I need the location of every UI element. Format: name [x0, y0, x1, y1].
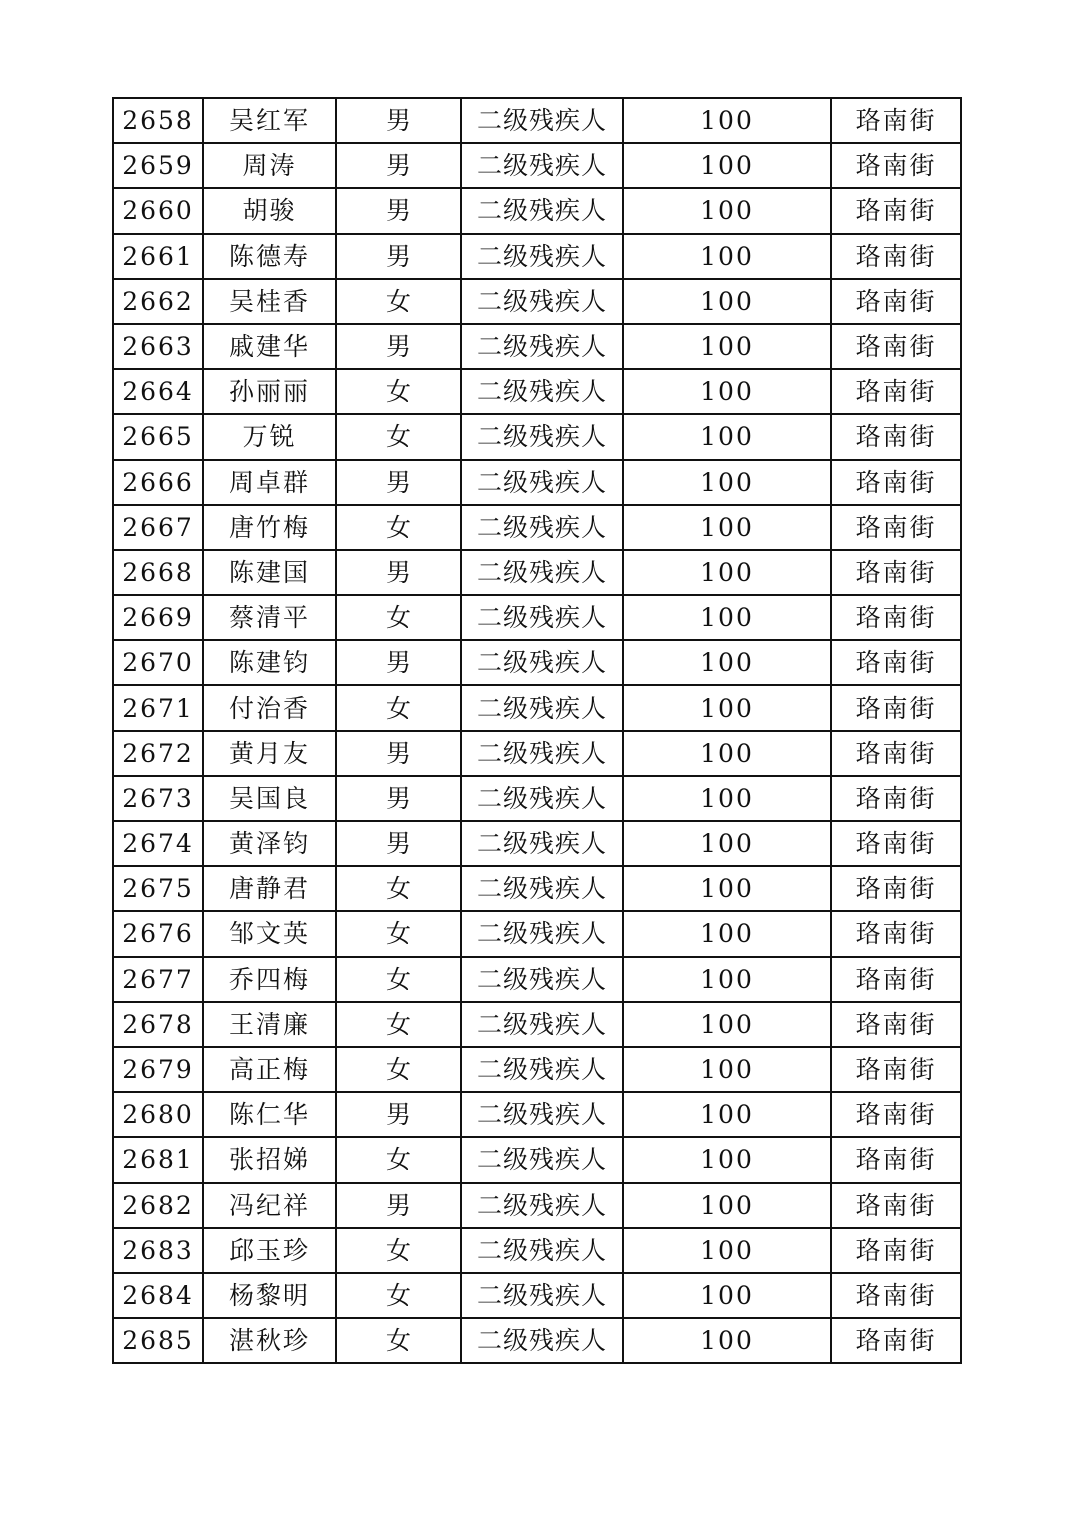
row-number-cell: 2680: [113, 1092, 203, 1137]
disability-level-cell: 二级残疾人: [461, 957, 623, 1002]
name-cell: 陈德寿: [203, 234, 336, 279]
name-cell: 付治香: [203, 685, 336, 730]
row-number-cell: 2663: [113, 324, 203, 369]
amount-cell: 100: [623, 188, 831, 233]
gender-cell: 男: [336, 98, 461, 143]
gender-cell: 男: [336, 731, 461, 776]
street-cell: 珞南街: [831, 505, 961, 550]
street-cell: 珞南街: [831, 1137, 961, 1182]
name-cell: 陈建国: [203, 550, 336, 595]
street-cell: 珞南街: [831, 1092, 961, 1137]
table-row: [113, 685, 961, 730]
amount-cell: 100: [623, 1228, 831, 1273]
name-cell: 黄泽钧: [203, 821, 336, 866]
street-cell: 珞南街: [831, 550, 961, 595]
amount-cell: 100: [623, 143, 831, 188]
disability-level-cell: 二级残疾人: [461, 550, 623, 595]
table-row: [113, 98, 961, 143]
amount-cell: 100: [623, 640, 831, 685]
disability-level-cell: 二级残疾人: [461, 234, 623, 279]
street-cell: 珞南街: [831, 821, 961, 866]
disability-level-cell: 二级残疾人: [461, 1137, 623, 1182]
row-number-cell: 2684: [113, 1273, 203, 1318]
row-number-cell: 2679: [113, 1047, 203, 1092]
name-cell: 高正梅: [203, 1047, 336, 1092]
row-number-cell: 2678: [113, 1002, 203, 1047]
amount-cell: 100: [623, 460, 831, 505]
row-number-cell: 2666: [113, 460, 203, 505]
amount-cell: 100: [623, 1183, 831, 1228]
amount-cell: 100: [623, 866, 831, 911]
name-cell: 蔡清平: [203, 595, 336, 640]
amount-cell: 100: [623, 731, 831, 776]
table-row: [113, 1092, 961, 1137]
name-cell: 吴桂香: [203, 279, 336, 324]
name-cell: 王清廉: [203, 1002, 336, 1047]
table-row: [113, 776, 961, 821]
table-row: [113, 414, 961, 459]
amount-cell: 100: [623, 1092, 831, 1137]
disability-level-cell: 二级残疾人: [461, 821, 623, 866]
amount-cell: 100: [623, 414, 831, 459]
street-cell: 珞南街: [831, 731, 961, 776]
street-cell: 珞南街: [831, 279, 961, 324]
gender-cell: 女: [336, 685, 461, 730]
disability-level-cell: 二级残疾人: [461, 1002, 623, 1047]
name-cell: 杨黎明: [203, 1273, 336, 1318]
gender-cell: 男: [336, 460, 461, 505]
gender-cell: 男: [336, 143, 461, 188]
street-cell: 珞南街: [831, 414, 961, 459]
amount-cell: 100: [623, 234, 831, 279]
table-row: [113, 731, 961, 776]
gender-cell: 女: [336, 505, 461, 550]
gender-cell: 女: [336, 957, 461, 1002]
name-cell: 陈仁华: [203, 1092, 336, 1137]
name-cell: 胡骏: [203, 188, 336, 233]
name-cell: 陈建钧: [203, 640, 336, 685]
street-cell: 珞南街: [831, 1273, 961, 1318]
street-cell: 珞南街: [831, 460, 961, 505]
name-cell: 邱玉珍: [203, 1228, 336, 1273]
disability-level-cell: 二级残疾人: [461, 911, 623, 956]
gender-cell: 女: [336, 369, 461, 414]
table-row: [113, 188, 961, 233]
row-number-cell: 2673: [113, 776, 203, 821]
table-row: [113, 957, 961, 1002]
disability-level-cell: 二级残疾人: [461, 188, 623, 233]
table-row: [113, 1002, 961, 1047]
name-cell: 吴红军: [203, 98, 336, 143]
amount-cell: 100: [623, 1137, 831, 1182]
row-number-cell: 2674: [113, 821, 203, 866]
amount-cell: 100: [623, 1002, 831, 1047]
street-cell: 珞南街: [831, 957, 961, 1002]
name-cell: 孙丽丽: [203, 369, 336, 414]
row-number-cell: 2661: [113, 234, 203, 279]
disability-level-cell: 二级残疾人: [461, 595, 623, 640]
gender-cell: 男: [336, 234, 461, 279]
amount-cell: 100: [623, 279, 831, 324]
street-cell: 珞南街: [831, 143, 961, 188]
row-number-cell: 2668: [113, 550, 203, 595]
disability-level-cell: 二级残疾人: [461, 324, 623, 369]
row-number-cell: 2682: [113, 1183, 203, 1228]
disability-level-cell: 二级残疾人: [461, 685, 623, 730]
disability-level-cell: 二级残疾人: [461, 866, 623, 911]
name-cell: 黄月友: [203, 731, 336, 776]
gender-cell: 女: [336, 595, 461, 640]
street-cell: 珞南街: [831, 1318, 961, 1363]
row-number-cell: 2681: [113, 1137, 203, 1182]
name-cell: 戚建华: [203, 324, 336, 369]
disability-level-cell: 二级残疾人: [461, 776, 623, 821]
table-row: [113, 866, 961, 911]
gender-cell: 男: [336, 640, 461, 685]
street-cell: 珞南街: [831, 911, 961, 956]
disability-level-cell: 二级残疾人: [461, 1318, 623, 1363]
disability-level-cell: 二级残疾人: [461, 143, 623, 188]
street-cell: 珞南街: [831, 1002, 961, 1047]
gender-cell: 男: [336, 188, 461, 233]
table-row: [113, 911, 961, 956]
table-row: [113, 1047, 961, 1092]
disability-level-cell: 二级残疾人: [461, 414, 623, 459]
street-cell: 珞南街: [831, 1228, 961, 1273]
street-cell: 珞南街: [831, 776, 961, 821]
name-cell: 唐竹梅: [203, 505, 336, 550]
amount-cell: 100: [623, 98, 831, 143]
amount-cell: 100: [623, 550, 831, 595]
table-row: [113, 595, 961, 640]
table-row: [113, 1228, 961, 1273]
table-row: [113, 460, 961, 505]
name-cell: 冯纪祥: [203, 1183, 336, 1228]
roster-table: [112, 97, 962, 1364]
gender-cell: 女: [336, 1228, 461, 1273]
name-cell: 吴国良: [203, 776, 336, 821]
street-cell: 珞南街: [831, 866, 961, 911]
row-number-cell: 2665: [113, 414, 203, 459]
gender-cell: 男: [336, 776, 461, 821]
table-row: [113, 1183, 961, 1228]
table-row: [113, 505, 961, 550]
table-row: [113, 369, 961, 414]
name-cell: 邹文英: [203, 911, 336, 956]
street-cell: 珞南街: [831, 324, 961, 369]
amount-cell: 100: [623, 324, 831, 369]
amount-cell: 100: [623, 369, 831, 414]
street-cell: 珞南街: [831, 685, 961, 730]
disability-level-cell: 二级残疾人: [461, 460, 623, 505]
name-cell: 周涛: [203, 143, 336, 188]
amount-cell: 100: [623, 776, 831, 821]
name-cell: 万锐: [203, 414, 336, 459]
gender-cell: 女: [336, 414, 461, 459]
amount-cell: 100: [623, 911, 831, 956]
street-cell: 珞南街: [831, 1047, 961, 1092]
row-number-cell: 2677: [113, 957, 203, 1002]
gender-cell: 男: [336, 1092, 461, 1137]
gender-cell: 男: [336, 324, 461, 369]
disability-level-cell: 二级残疾人: [461, 505, 623, 550]
street-cell: 珞南街: [831, 369, 961, 414]
table-row: [113, 640, 961, 685]
disability-level-cell: 二级残疾人: [461, 1092, 623, 1137]
street-cell: 珞南街: [831, 188, 961, 233]
disability-level-cell: 二级残疾人: [461, 640, 623, 685]
row-number-cell: 2676: [113, 911, 203, 956]
street-cell: 珞南街: [831, 640, 961, 685]
gender-cell: 男: [336, 821, 461, 866]
table-row: [113, 1273, 961, 1318]
row-number-cell: 2683: [113, 1228, 203, 1273]
row-number-cell: 2685: [113, 1318, 203, 1363]
row-number-cell: 2660: [113, 188, 203, 233]
name-cell: 乔四梅: [203, 957, 336, 1002]
gender-cell: 男: [336, 1183, 461, 1228]
disability-level-cell: 二级残疾人: [461, 731, 623, 776]
table-row: [113, 143, 961, 188]
name-cell: 湛秋珍: [203, 1318, 336, 1363]
disability-level-cell: 二级残疾人: [461, 1228, 623, 1273]
disability-level-cell: 二级残疾人: [461, 1273, 623, 1318]
table-row: [113, 279, 961, 324]
amount-cell: 100: [623, 1273, 831, 1318]
gender-cell: 女: [336, 1047, 461, 1092]
street-cell: 珞南街: [831, 1183, 961, 1228]
gender-cell: 女: [336, 279, 461, 324]
name-cell: 周卓群: [203, 460, 336, 505]
table-row: [113, 1318, 961, 1363]
table-row: [113, 550, 961, 595]
gender-cell: 男: [336, 550, 461, 595]
gender-cell: 女: [336, 1137, 461, 1182]
amount-cell: 100: [623, 821, 831, 866]
name-cell: 唐静君: [203, 866, 336, 911]
row-number-cell: 2667: [113, 505, 203, 550]
disability-level-cell: 二级残疾人: [461, 369, 623, 414]
amount-cell: 100: [623, 685, 831, 730]
row-number-cell: 2671: [113, 685, 203, 730]
disability-level-cell: 二级残疾人: [461, 1047, 623, 1092]
disability-level-cell: 二级残疾人: [461, 279, 623, 324]
row-number-cell: 2662: [113, 279, 203, 324]
disability-level-cell: 二级残疾人: [461, 98, 623, 143]
street-cell: 珞南街: [831, 234, 961, 279]
disability-level-cell: 二级残疾人: [461, 1183, 623, 1228]
gender-cell: 女: [336, 1273, 461, 1318]
gender-cell: 女: [336, 1002, 461, 1047]
table-row: [113, 1137, 961, 1182]
roster-table-body: [113, 98, 961, 1363]
table-row: [113, 234, 961, 279]
name-cell: 张招娣: [203, 1137, 336, 1182]
gender-cell: 女: [336, 1318, 461, 1363]
row-number-cell: 2670: [113, 640, 203, 685]
amount-cell: 100: [623, 1047, 831, 1092]
table-row: [113, 324, 961, 369]
row-number-cell: 2664: [113, 369, 203, 414]
table-row: [113, 821, 961, 866]
amount-cell: 100: [623, 1318, 831, 1363]
row-number-cell: 2669: [113, 595, 203, 640]
row-number-cell: 2675: [113, 866, 203, 911]
row-number-cell: 2659: [113, 143, 203, 188]
gender-cell: 女: [336, 866, 461, 911]
gender-cell: 女: [336, 911, 461, 956]
street-cell: 珞南街: [831, 98, 961, 143]
row-number-cell: 2672: [113, 731, 203, 776]
street-cell: 珞南街: [831, 595, 961, 640]
amount-cell: 100: [623, 595, 831, 640]
row-number-cell: 2658: [113, 98, 203, 143]
amount-cell: 100: [623, 505, 831, 550]
amount-cell: 100: [623, 957, 831, 1002]
